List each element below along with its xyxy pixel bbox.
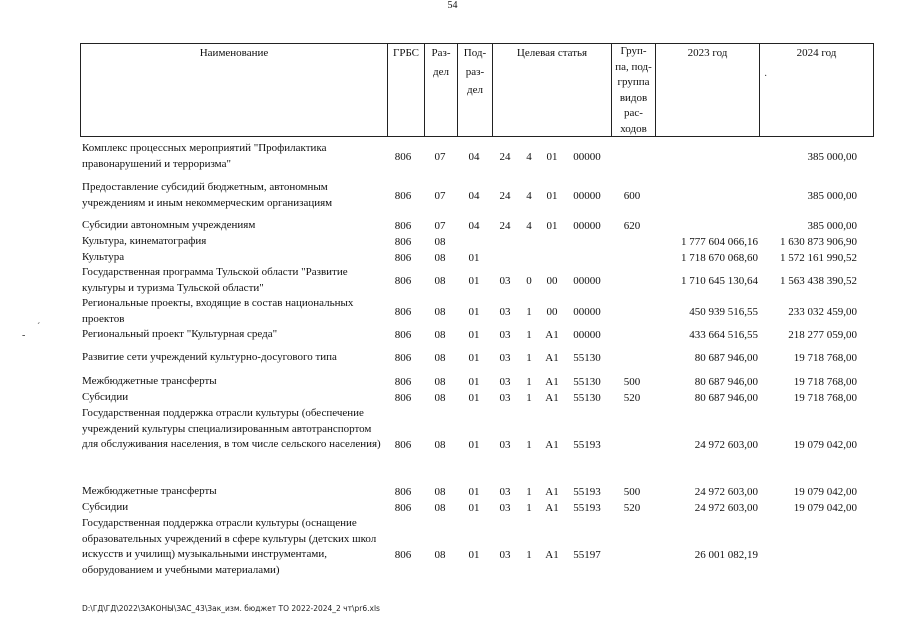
- cell-rz: 08: [434, 306, 446, 318]
- cell-cs3: 55193: [573, 502, 601, 514]
- cell-rz: 07: [434, 190, 446, 202]
- cell-y2024: 233 032 459,00: [788, 306, 857, 318]
- table-row: [0, 250, 905, 265]
- cell-grbs: 806: [394, 329, 412, 341]
- cell-cs3: 00000: [573, 329, 601, 341]
- cell-grbs: 806: [394, 392, 412, 404]
- cell-cs3: 00000: [573, 306, 601, 318]
- cell-rz: 08: [434, 376, 446, 388]
- scan-mark: ·: [764, 71, 768, 82]
- cell-cs3: 55193: [573, 439, 601, 451]
- cell-cs1: 4: [526, 151, 532, 163]
- table-header: [80, 43, 874, 137]
- cell-rz: 08: [434, 502, 446, 514]
- cell-pr: 04: [468, 190, 480, 202]
- table-row: [0, 218, 905, 233]
- cell-vr: 500: [623, 486, 641, 498]
- row-name: Межбюджетные трансферты: [82, 375, 217, 387]
- table-row: [0, 484, 905, 499]
- cell-cs0: 24: [499, 220, 511, 232]
- cell-y2024: 19 718 768,00: [793, 392, 857, 404]
- table-row: [0, 350, 905, 365]
- header-target: Целевая статья: [492, 43, 611, 137]
- cell-cs2: A1: [545, 439, 559, 451]
- cell-cs2: 01: [546, 190, 558, 202]
- page-number: 54: [447, 0, 458, 11]
- row-name: Государственная поддержка отрасли культуры (оснащение образовательных учреждений в сфере культуры (детских школ искусств и училищ) музыкальными инструментами, оборудованием и учебными материалами): [82, 517, 377, 576]
- cell-rz: 08: [434, 252, 446, 264]
- cell-cs3: 55130: [573, 392, 601, 404]
- cell-cs0: 03: [499, 352, 511, 364]
- cell-pr: 04: [468, 220, 480, 232]
- cell-grbs: 806: [394, 502, 412, 514]
- cell-y2023: 80 687 946,00: [694, 352, 758, 364]
- scan-mark: -: [22, 330, 26, 341]
- cell-grbs: 806: [394, 306, 412, 318]
- cell-y2024: 1 563 438 390,52: [780, 275, 857, 287]
- header-grbs: ГРБС: [387, 43, 424, 137]
- cell-cs0: 03: [499, 502, 511, 514]
- file-path-footer: D:\ГД\ГД\2022\ЗАКОНЫ\ЗАС_43\Зак_изм. бюджет ТО 2022-2024_2 чт\pr6.xls: [82, 604, 380, 613]
- cell-y2023: 1 718 670 068,60: [681, 252, 758, 264]
- cell-y2023: 24 972 603,00: [694, 439, 758, 451]
- cell-grbs: 806: [394, 275, 412, 287]
- cell-grbs: 806: [394, 439, 412, 451]
- table-row: [0, 265, 905, 296]
- cell-cs2: A1: [545, 549, 559, 561]
- cell-rz: 08: [434, 236, 446, 248]
- table-row: [0, 234, 905, 249]
- table-row: [0, 141, 905, 172]
- cell-vr: 600: [623, 190, 641, 202]
- cell-y2023: 450 939 516,55: [689, 306, 758, 318]
- cell-y2023: 1 777 604 066,16: [681, 236, 758, 248]
- cell-rz: 08: [434, 392, 446, 404]
- header-2024: 2024 год: [759, 43, 874, 137]
- cell-grbs: 806: [394, 236, 412, 248]
- table-row: [0, 374, 905, 389]
- cell-cs1: 1: [526, 329, 532, 341]
- cell-rz: 08: [434, 275, 446, 287]
- table-row: [0, 500, 905, 515]
- cell-cs1: 4: [526, 220, 532, 232]
- cell-cs1: 1: [526, 549, 532, 561]
- cell-grbs: 806: [394, 352, 412, 364]
- header-2023: 2023 год: [655, 43, 759, 137]
- cell-vr: 520: [623, 392, 641, 404]
- cell-rz: 08: [434, 329, 446, 341]
- cell-cs3: 00000: [573, 151, 601, 163]
- cell-y2023: 1 710 645 130,64: [681, 275, 758, 287]
- cell-pr: 01: [468, 392, 480, 404]
- cell-cs3: 55130: [573, 376, 601, 388]
- row-name: Субсидии: [82, 391, 129, 403]
- cell-y2024: 19 079 042,00: [793, 486, 857, 498]
- row-name: Региональные проекты, входящие в состав национальных проектов: [82, 297, 354, 325]
- cell-pr: 01: [468, 376, 480, 388]
- cell-grbs: 806: [394, 252, 412, 264]
- row-name: Предоставление субсидий бюджетным, автономным учреждениям и иным некоммерческим организациям: [82, 181, 333, 209]
- row-name: Культура: [82, 251, 125, 263]
- cell-cs3: 55193: [573, 486, 601, 498]
- cell-rz: 08: [434, 352, 446, 364]
- cell-cs3: 00000: [573, 220, 601, 232]
- table-row: [0, 516, 905, 594]
- row-name: Субсидии автономным учреждениям: [82, 219, 256, 231]
- header-vid: Груп- па, под- группа видов рас- ходов: [611, 43, 655, 137]
- cell-cs0: 24: [499, 190, 511, 202]
- cell-cs2: 01: [546, 151, 558, 163]
- cell-pr: 01: [468, 352, 480, 364]
- cell-pr: 01: [468, 329, 480, 341]
- cell-grbs: 806: [394, 549, 412, 561]
- cell-y2023: 433 664 516,55: [689, 329, 758, 341]
- row-name: Комплекс процессных мероприятий "Профилактика правонарушений и терроризма": [82, 142, 327, 170]
- cell-y2024: 385 000,00: [807, 190, 857, 202]
- cell-cs0: 24: [499, 151, 511, 163]
- cell-y2023: 24 972 603,00: [694, 502, 758, 514]
- row-name: Межбюджетные трансферты: [82, 485, 217, 497]
- cell-cs0: 03: [499, 275, 511, 287]
- row-name: Государственная поддержка отрасли культуры (обеспечение учреждений культуры специализированным автотранспортом для обслуживания населения, в том числе сельского населения): [82, 407, 381, 450]
- row-name: Развитие сети учреждений культурно-досугового типа: [82, 351, 337, 363]
- cell-cs1: 1: [526, 352, 532, 364]
- cell-cs0: 03: [499, 376, 511, 388]
- cell-cs0: 03: [499, 392, 511, 404]
- cell-rz: 08: [434, 549, 446, 561]
- cell-rz: 07: [434, 151, 446, 163]
- cell-cs1: 1: [526, 502, 532, 514]
- cell-cs2: A1: [545, 329, 559, 341]
- cell-grbs: 806: [394, 220, 412, 232]
- cell-cs3: 55197: [573, 549, 601, 561]
- cell-pr: 01: [468, 549, 480, 561]
- cell-rz: 08: [434, 439, 446, 451]
- table-row: [0, 406, 905, 484]
- cell-grbs: 806: [394, 486, 412, 498]
- table-row: [0, 180, 905, 211]
- cell-pr: 01: [468, 486, 480, 498]
- header-name: Наименование: [80, 43, 387, 137]
- cell-cs2: 00: [546, 306, 558, 318]
- cell-rz: 07: [434, 220, 446, 232]
- cell-cs0: 03: [499, 549, 511, 561]
- cell-y2024: 19 718 768,00: [793, 376, 857, 388]
- table-row: [0, 296, 905, 327]
- row-name: Культура, кинематография: [82, 235, 207, 247]
- cell-grbs: 806: [394, 151, 412, 163]
- cell-pr: 01: [468, 275, 480, 287]
- cell-y2023: 24 972 603,00: [694, 486, 758, 498]
- cell-cs1: 4: [526, 190, 532, 202]
- row-name: Субсидии: [82, 501, 129, 513]
- cell-pr: 01: [468, 439, 480, 451]
- cell-y2024: 19 718 768,00: [793, 352, 857, 364]
- cell-y2024: 385 000,00: [807, 151, 857, 163]
- header-razdel: Раз- дел: [424, 43, 457, 137]
- header-podrazdel: Под- раз- дел: [457, 43, 492, 137]
- cell-pr: 04: [468, 151, 480, 163]
- cell-cs2: A1: [545, 486, 559, 498]
- cell-pr: 01: [468, 502, 480, 514]
- cell-cs3: 55130: [573, 352, 601, 364]
- cell-cs2: A1: [545, 352, 559, 364]
- cell-cs2: A1: [545, 392, 559, 404]
- cell-cs2: 00: [546, 275, 558, 287]
- cell-rz: 08: [434, 486, 446, 498]
- cell-y2024: 218 277 059,00: [788, 329, 857, 341]
- cell-cs1: 1: [526, 486, 532, 498]
- row-name: Региональный проект "Культурная среда": [82, 328, 278, 340]
- cell-pr: 01: [468, 252, 480, 264]
- cell-cs0: 03: [499, 486, 511, 498]
- cell-vr: 620: [623, 220, 641, 232]
- table-row: [0, 327, 905, 342]
- cell-cs2: A1: [545, 376, 559, 388]
- table-row: [0, 390, 905, 405]
- cell-grbs: 806: [394, 376, 412, 388]
- cell-cs1: 1: [526, 376, 532, 388]
- cell-cs2: 01: [546, 220, 558, 232]
- cell-cs3: 00000: [573, 190, 601, 202]
- cell-y2024: 385 000,00: [807, 220, 857, 232]
- cell-y2024: 19 079 042,00: [793, 439, 857, 451]
- cell-y2023: 26 001 082,19: [694, 549, 758, 561]
- cell-cs0: 03: [499, 306, 511, 318]
- cell-y2024: 1 630 873 906,90: [780, 236, 857, 248]
- cell-y2023: 80 687 946,00: [694, 392, 758, 404]
- cell-cs1: 0: [526, 275, 532, 287]
- cell-cs1: 1: [526, 439, 532, 451]
- cell-vr: 520: [623, 502, 641, 514]
- cell-cs3: 00000: [573, 275, 601, 287]
- scan-mark: ˊ: [37, 322, 41, 333]
- cell-y2024: 1 572 161 990,52: [780, 252, 857, 264]
- row-name: Государственная программа Тульской области "Развитие культуры и туризма Тульской области": [82, 266, 348, 294]
- cell-cs1: 1: [526, 306, 532, 318]
- cell-cs0: 03: [499, 329, 511, 341]
- cell-grbs: 806: [394, 190, 412, 202]
- cell-cs1: 1: [526, 392, 532, 404]
- cell-cs0: 03: [499, 439, 511, 451]
- cell-cs2: A1: [545, 502, 559, 514]
- cell-y2023: 80 687 946,00: [694, 376, 758, 388]
- cell-y2024: 19 079 042,00: [793, 502, 857, 514]
- cell-vr: 500: [623, 376, 641, 388]
- cell-pr: 01: [468, 306, 480, 318]
